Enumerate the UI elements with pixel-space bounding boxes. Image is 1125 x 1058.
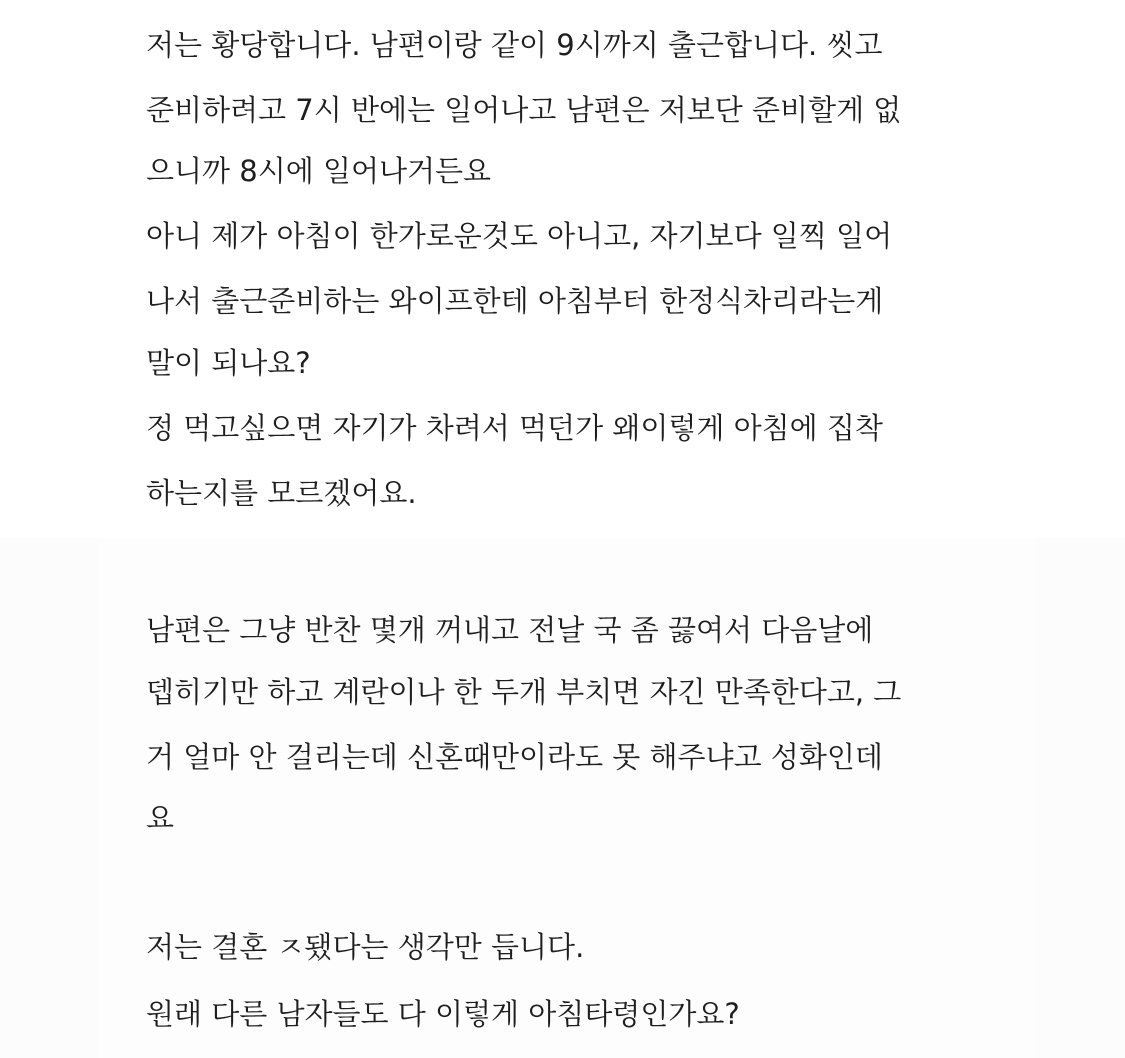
post-continuation: [0, 538, 1125, 1058]
text-line: 거 얼마 안 걸리는데 신혼때만이라도 못 해주냐고 성화인데: [146, 740, 883, 774]
text-line: 저는 결혼 ㅈ됐다는 생각만 듭니다.: [146, 930, 585, 964]
text-line: 준비하려고 7시 반에는 일어나고 남편은 저보단 준비할게 없: [146, 93, 902, 127]
text-line: 뎁히기만 하고 계란이나 한 두개 부치면 자긴 만족한다고, 그: [146, 675, 902, 709]
text-line: 정 먹고싶으면 자기가 차려서 먹던가 왜이렇게 아침에 집착: [146, 411, 883, 445]
text-line: 요: [146, 801, 175, 835]
text-line: 나서 출근준비하는 와이프한테 아침부터 한정식차리라는게: [146, 284, 884, 318]
text-line: 남편은 그냥 반찬 몇개 꺼내고 전날 국 좀 끓여서 다음날에: [146, 613, 874, 647]
text-line: 말이 되나요?: [146, 346, 311, 380]
text-line: 아니 제가 아침이 한가로운것도 아니고, 자기보다 일찍 일어: [146, 219, 893, 253]
text-line: 하는지를 모르겠어요.: [146, 476, 417, 510]
text-line: 저는 황당합니다. 남편이랑 같이 9시까지 출근합니다. 씻고: [146, 28, 883, 62]
text-line: 으니까 8시에 일어나거든요: [146, 154, 492, 188]
text-line: 원래 다른 남자들도 다 이렇게 아침타령인가요?: [146, 997, 740, 1031]
